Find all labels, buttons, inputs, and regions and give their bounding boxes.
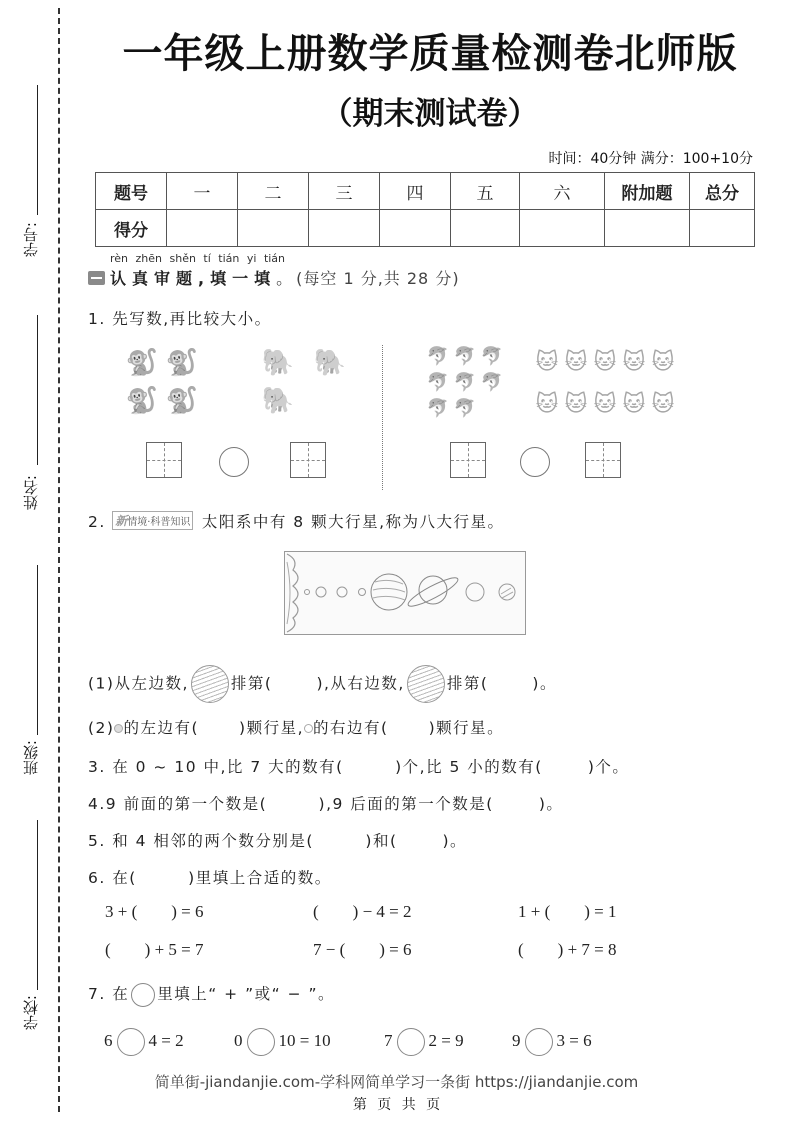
score-input-cell[interactable]: [605, 210, 690, 247]
score-input-cell[interactable]: [238, 210, 309, 247]
q7-part-b: 里填上“ + ”或“ − ”。: [157, 985, 336, 1003]
section-pinyin: rèn zhēn shěn tí tián yi tián: [110, 252, 286, 265]
operator-circle-input[interactable]: [397, 1028, 425, 1056]
name-line[interactable]: [37, 315, 38, 465]
q2-2-part-e: )颗行星。: [428, 719, 505, 737]
cat-icon: 🐱: [564, 392, 588, 417]
score-input-cell[interactable]: [690, 210, 755, 247]
page-number: 第 页 共 页: [352, 1097, 441, 1113]
cat-icon: 🐱: [535, 392, 559, 417]
score-input-cell[interactable]: [380, 210, 451, 247]
q2-1-part-e: )。: [532, 674, 557, 693]
answer-box-dolphins[interactable]: [450, 442, 486, 478]
answer-box-monkeys[interactable]: [146, 442, 182, 478]
score-table-cell: 六: [520, 173, 605, 210]
q2-2-part-d: 的右边有(: [313, 719, 389, 737]
score-row-label: 得分: [96, 210, 167, 247]
cat-icon: 🐱: [535, 350, 559, 375]
score-table-cell: 一: [167, 173, 238, 210]
score-table-cell: 总分: [690, 173, 755, 210]
equation[interactable]: ( ) + 5 = 7: [105, 940, 204, 959]
cat-icon: 🐱: [564, 350, 588, 375]
mars-icon: [304, 724, 313, 733]
science-tag: [112, 511, 193, 530]
question-2-sub-2: [88, 716, 504, 738]
solar-system-image: [284, 551, 526, 635]
q2-1-part-a: (1)从左边数,: [88, 674, 189, 693]
q2-1-part-b: 排第(: [230, 674, 273, 693]
dolphin-icon: 🐬: [480, 372, 504, 393]
jupiter-icon: [407, 665, 445, 703]
solar-system-icon: [285, 552, 525, 634]
operator-item: [234, 1028, 331, 1056]
monkey-icon: 🐒: [125, 348, 159, 378]
score-input-cell[interactable]: [451, 210, 520, 247]
section-header: [88, 266, 460, 289]
footer-watermark: 简单街-jiandanjie.com-学科网简单学习一条街 https://jiandanjie.com: [154, 1073, 639, 1091]
elephant-icon: 🐘: [261, 386, 295, 416]
operator-item: [104, 1028, 184, 1056]
dolphin-group: [426, 345, 504, 421]
question-3: 3. 在 0 ~ 10 中,比 7 大的数有( )个,比 5 小的数有( )个。: [88, 758, 630, 776]
page-subtitle: （期末测试卷）: [321, 96, 539, 132]
score-table-cell: 附加题: [605, 173, 690, 210]
dolphin-icon: 🐬: [453, 346, 477, 367]
equation[interactable]: 7 − ( ) = 6: [313, 940, 412, 959]
left-operand: 9: [512, 1030, 521, 1050]
cat-icon: 🐱: [622, 392, 646, 417]
jupiter-icon: [191, 665, 229, 703]
answer-box-cats[interactable]: [585, 442, 621, 478]
right-expression: 2 = 9: [428, 1030, 464, 1050]
cat-icon: 🐱: [622, 350, 646, 375]
right-expression: 10 = 10: [278, 1030, 331, 1050]
school-line[interactable]: [37, 820, 38, 990]
operator-circle-input[interactable]: [247, 1028, 275, 1056]
operator-item: [512, 1028, 592, 1056]
operator-circle-input[interactable]: [117, 1028, 145, 1056]
question-1: 1. 先写数,再比较大小。: [88, 310, 272, 328]
equation[interactable]: ( ) − 4 = 2: [313, 902, 412, 921]
dolphin-icon: 🐬: [426, 346, 450, 367]
elephant-icon: 🐘: [261, 348, 295, 378]
question-5: 5. 和 4 相邻的两个数分别是( )和( )。: [88, 832, 468, 850]
score-table-cell: 三: [309, 173, 380, 210]
question-2-number: 2.: [88, 513, 106, 531]
elephant-group: [254, 346, 354, 418]
q2-1-part-d: 排第(: [446, 674, 489, 693]
dolphin-icon: 🐬: [453, 398, 477, 419]
elephant-icon: 🐘: [313, 348, 347, 378]
monkey-icon: 🐒: [125, 386, 159, 416]
equation[interactable]: ( ) + 7 = 8: [518, 940, 617, 959]
score-input-cell[interactable]: [309, 210, 380, 247]
section-title: 认真审题,填一填: [110, 269, 277, 288]
q2-2-part-b: 的左边有(: [123, 719, 200, 737]
tag-new: 新: [115, 514, 128, 528]
monkey-icon: 🐒: [165, 386, 199, 416]
left-operand: 7: [384, 1030, 393, 1050]
operator-item: [384, 1028, 464, 1056]
question-7: [88, 982, 335, 1007]
monkey-group: [125, 346, 201, 418]
cat-icon: 🐱: [651, 392, 675, 417]
section-title-end: 。: [276, 269, 293, 288]
compare-circle-1[interactable]: [219, 447, 249, 477]
question-6: 6. 在( )里填上合适的数。: [88, 869, 332, 887]
dolphin-icon: 🐬: [453, 372, 477, 393]
question-2-text: 太阳系中有 8 颗大行星,称为八大行星。: [201, 513, 505, 531]
q7-part-a: 7. 在: [88, 985, 130, 1003]
page-title: 一年级上册数学质量检测卷北师版: [122, 31, 738, 77]
equation[interactable]: 1 + ( ) = 1: [518, 902, 617, 921]
student-id-line[interactable]: [37, 85, 38, 215]
right-expression: 3 = 6: [556, 1030, 592, 1050]
circle-icon: [131, 983, 155, 1007]
q2-2-part-a: (2): [88, 719, 115, 737]
operator-circle-input[interactable]: [525, 1028, 553, 1056]
dolphin-icon: 🐬: [426, 398, 450, 419]
student-id-label: 学号:: [22, 222, 40, 258]
class-line[interactable]: [37, 565, 38, 735]
left-operand: 6: [104, 1030, 113, 1050]
score-input-cell[interactable]: [520, 210, 605, 247]
monkey-icon: 🐒: [165, 348, 199, 378]
cat-group: [534, 346, 676, 422]
cat-icon: 🐱: [651, 350, 675, 375]
score-table-cell: 二: [238, 173, 309, 210]
exam-meta: 时间：40分钟 满分：100+10分: [548, 151, 753, 167]
score-table-cell: 四: [380, 173, 451, 210]
name-label: 姓名:: [22, 475, 40, 511]
q1-divider: [382, 345, 383, 490]
cut-line: [58, 8, 60, 1112]
q2-1-part-c: ),从右边数,: [316, 674, 405, 693]
answer-box-elephants[interactable]: [290, 442, 326, 478]
dolphin-icon: 🐬: [480, 346, 504, 367]
cat-icon: 🐱: [593, 350, 617, 375]
section-number-badge-icon: [88, 271, 105, 285]
cat-icon: 🐱: [593, 392, 617, 417]
score-input-cell[interactable]: [167, 210, 238, 247]
question-2: [88, 510, 505, 532]
class-label: 班级:: [22, 740, 40, 776]
score-table-score-row: [96, 210, 755, 247]
left-operand: 0: [234, 1030, 243, 1050]
score-table-header-row: [96, 173, 755, 210]
question-4: 4.9 前面的第一个数是( ),9 后面的第一个数是( )。: [88, 795, 564, 813]
dolphin-icon: 🐬: [426, 372, 450, 393]
score-table-cell: 题号: [96, 173, 167, 210]
question-2-sub-1: [88, 665, 557, 703]
school-label: 学校:: [22, 995, 40, 1031]
compare-circle-2[interactable]: [520, 447, 550, 477]
section-score-note: (每空 1 分,共 28 分): [296, 269, 460, 288]
q2-2-part-c: )颗行星,: [239, 719, 305, 737]
tag-label: 情境·科普知识: [127, 517, 191, 528]
right-expression: 4 = 2: [148, 1030, 184, 1050]
equation[interactable]: 3 + ( ) = 6: [105, 902, 204, 921]
score-table-cell: 五: [451, 173, 520, 210]
score-table: [95, 172, 755, 247]
